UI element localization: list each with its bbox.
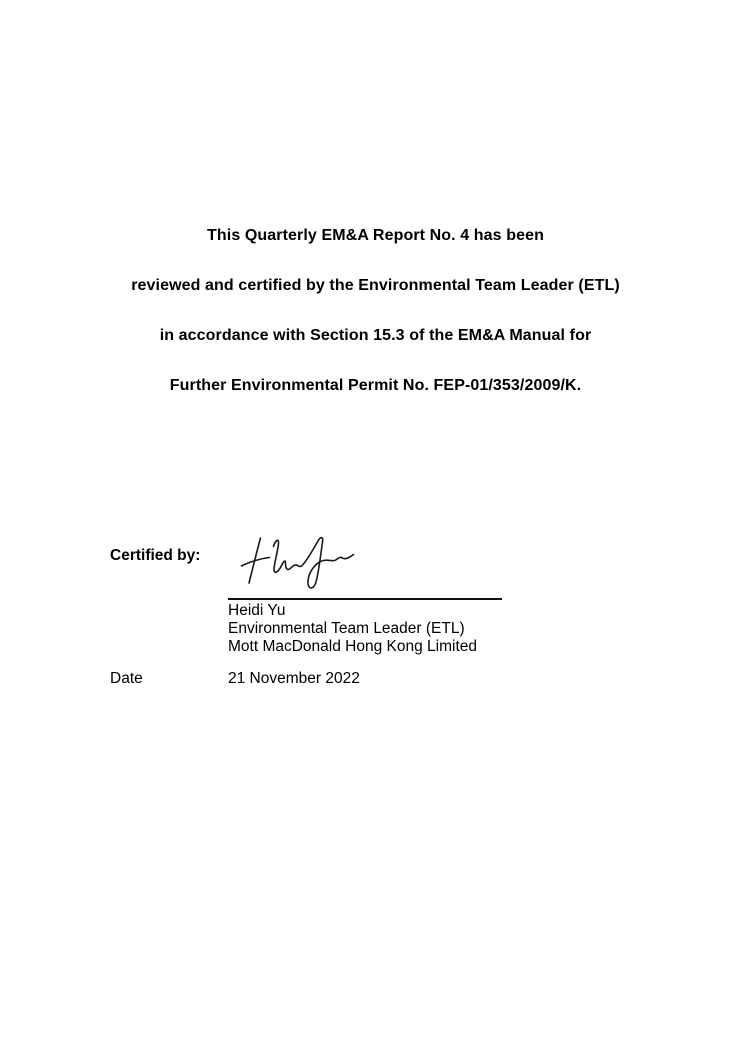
signature-icon <box>240 528 360 594</box>
certified-by-label: Certified by: <box>110 547 201 564</box>
signatory-name: Heidi Yu <box>228 602 286 619</box>
statement-line-1: This Quarterly EM&A Report No. 4 has been <box>207 227 544 244</box>
certification-statement <box>0 226 751 426</box>
signatory-company: Mott MacDonald Hong Kong Limited <box>228 638 477 655</box>
statement-line-4: Further Environmental Permit No. FEP-01/353/2009/K. <box>169 377 582 394</box>
statement-line-3: in accordance with Section 15.3 of the EM&A Manual for <box>159 327 592 344</box>
date-label: Date <box>110 670 143 687</box>
signatory-block <box>228 602 477 656</box>
statement-line-2: reviewed and certified by the Environmental Team Leader (ETL) <box>131 277 620 294</box>
date-value: 21 November 2022 <box>228 670 360 687</box>
signature-line <box>228 598 502 600</box>
signatory-title: Environmental Team Leader (ETL) <box>228 620 465 637</box>
